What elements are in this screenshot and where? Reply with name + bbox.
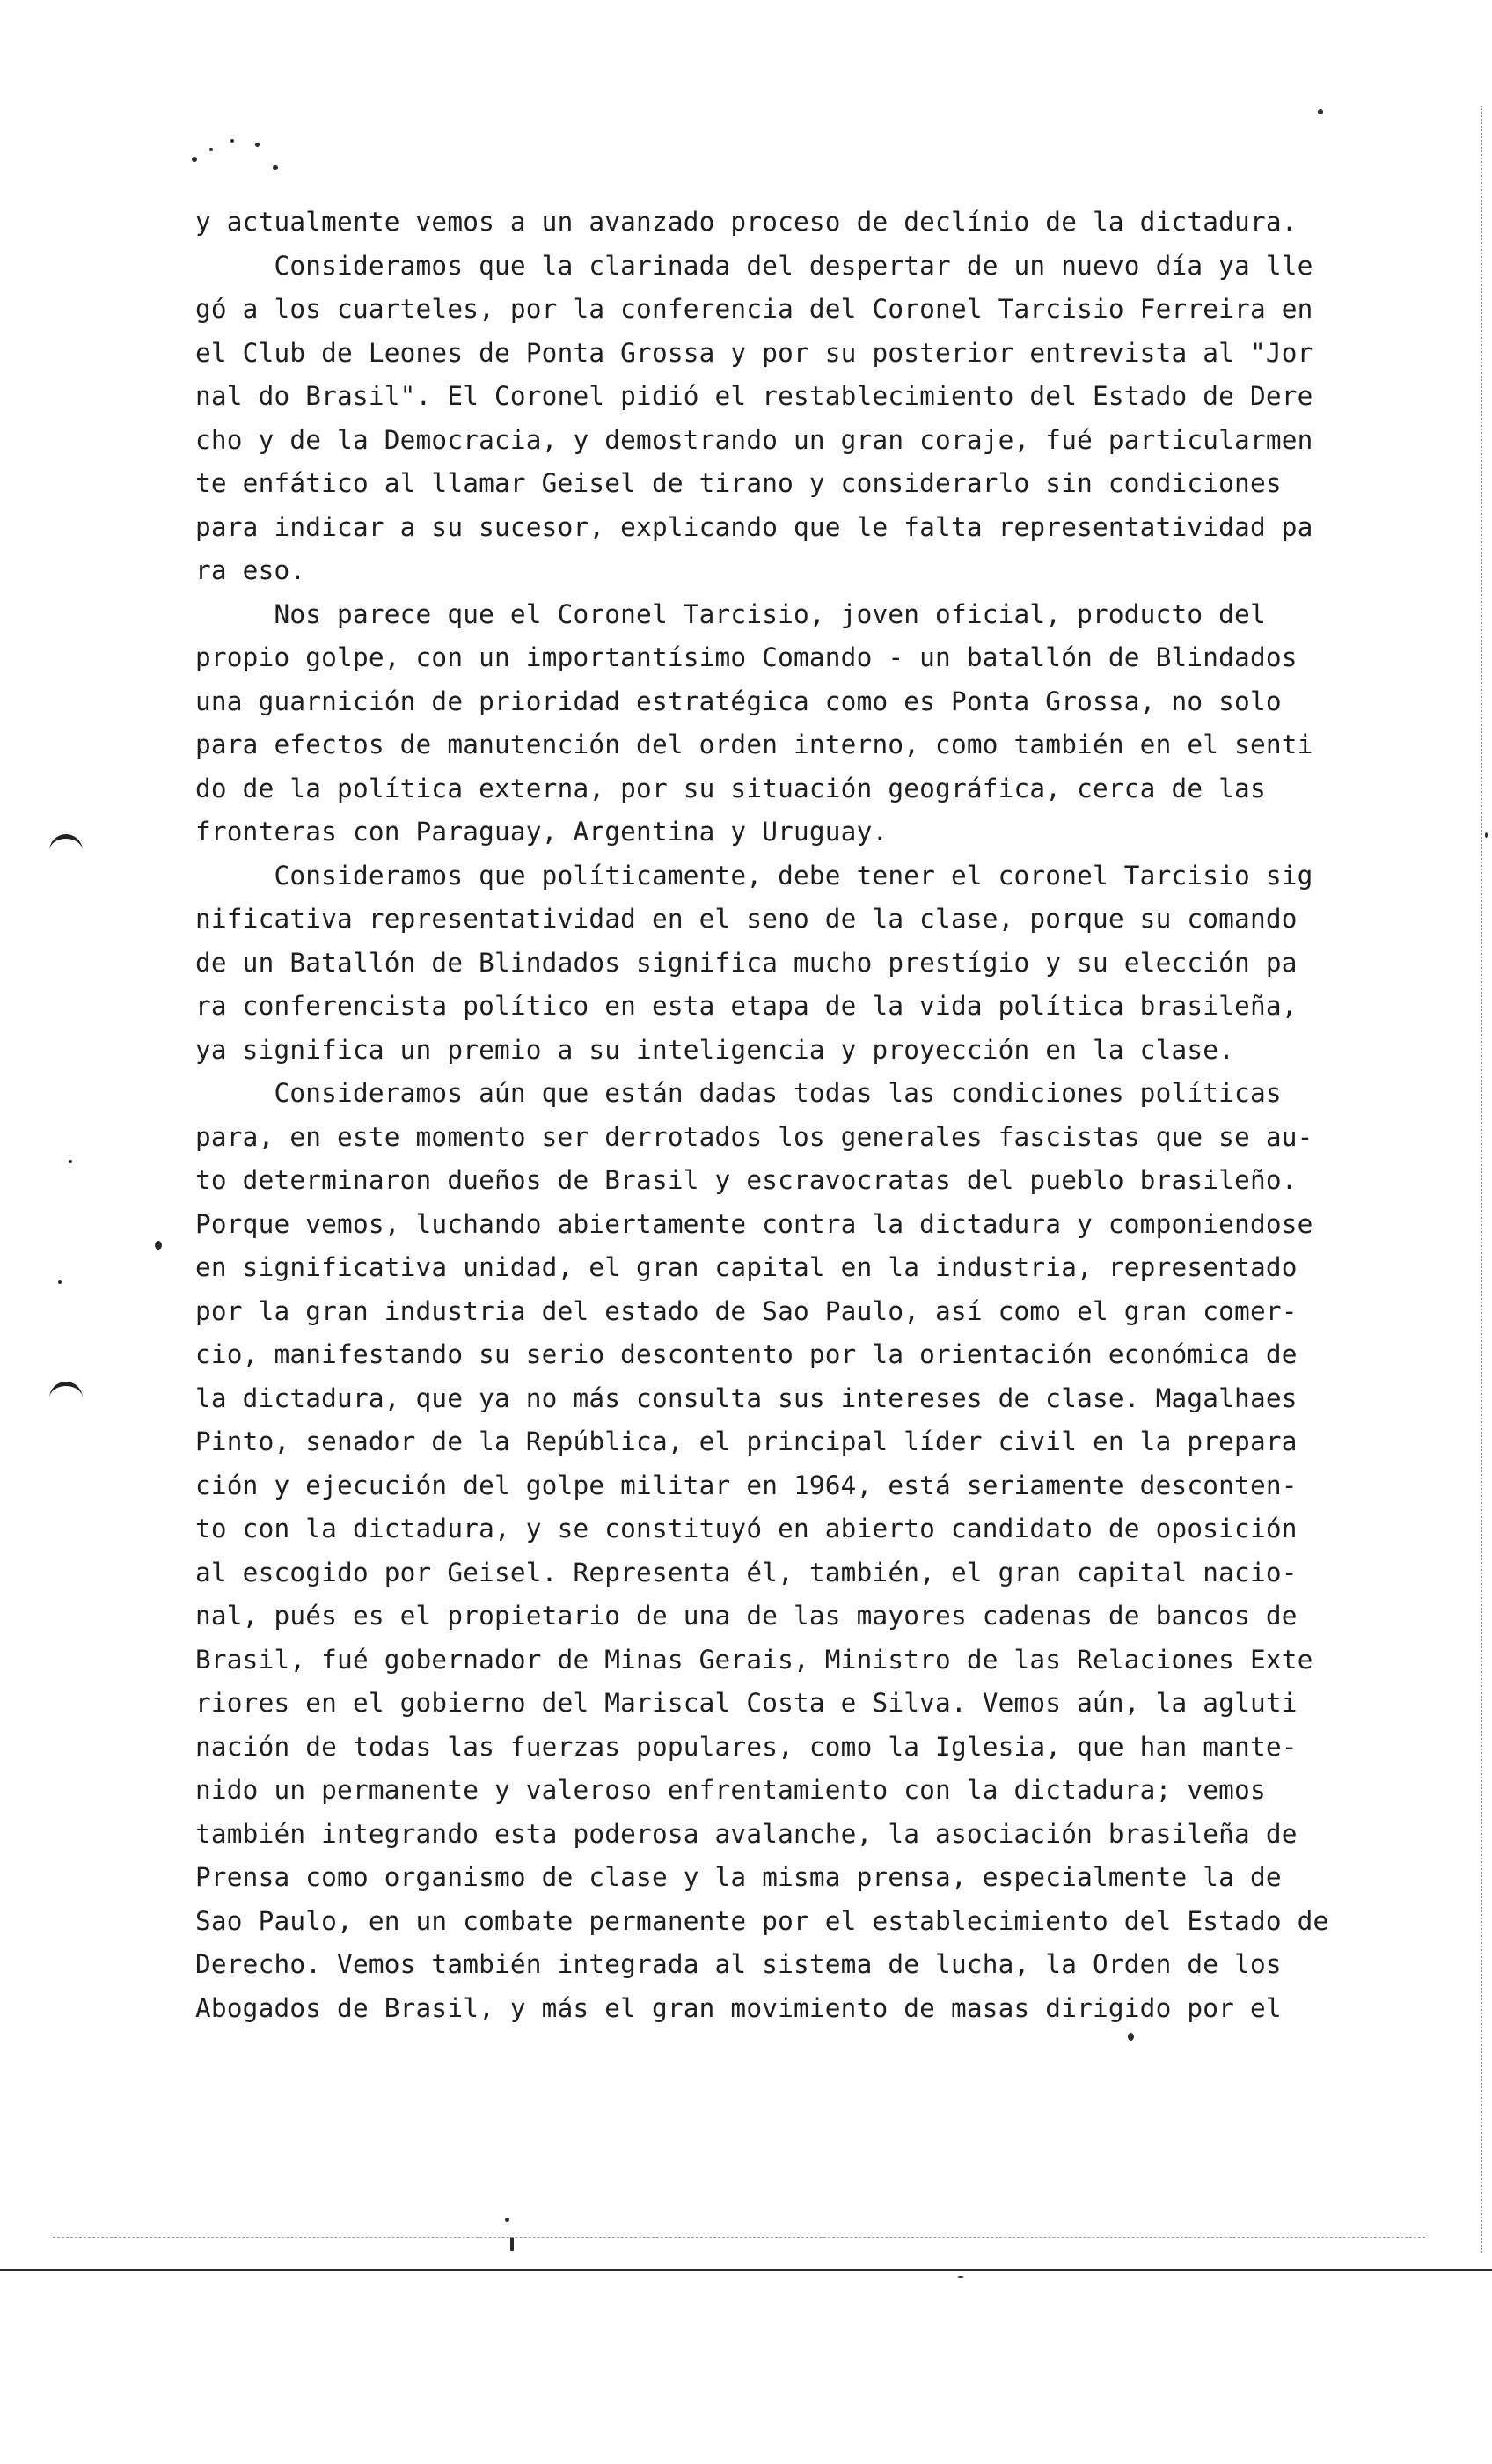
text-line: para indicar a su sucesor, explicando que le falta representatividad pa bbox=[195, 511, 1313, 542]
text-line: nal do Brasil". El Coronel pidió el restablecimiento del Estado de Dere bbox=[195, 381, 1313, 411]
text-line: to determinaron dueños de Brasil y escravocratas del pueblo brasileño. bbox=[195, 1165, 1298, 1195]
text-line: te enfático al llamar Geisel de tirano y considerarlo sin condiciones bbox=[195, 468, 1282, 498]
scan-speck bbox=[192, 157, 197, 162]
text-line: Nos parece que el Coronel Tarcisio, joven oficial, producto del bbox=[195, 598, 1266, 629]
scan-speck bbox=[230, 139, 234, 143]
text-line: por la gran industria del estado de Sao Paulo, así como el gran comer- bbox=[195, 1295, 1298, 1326]
text-line: nido un permanente y valeroso enfrentamiento con la dictadura; vemos bbox=[195, 1775, 1266, 1805]
text-line: nal, pués es el propietario de una de las mayores cadenas de bancos de bbox=[195, 1601, 1298, 1631]
scan-speck bbox=[510, 2237, 514, 2251]
text-line: Consideramos que políticamente, debe tener el coronel Tarcisio sig bbox=[195, 860, 1313, 891]
text-line: una guarnición de prioridad estratégica como es Ponta Grossa, no solo bbox=[195, 686, 1282, 716]
text-line: fronteras con Paraguay, Argentina y Uruguay. bbox=[195, 817, 889, 847]
scan-speck bbox=[58, 1280, 62, 1284]
text-line: Prensa como organismo de clase y la misma prensa, especialmente la de bbox=[195, 1862, 1282, 1892]
page-edge-bottom bbox=[0, 2269, 1492, 2271]
hole-punch-mark bbox=[49, 1382, 83, 1405]
text-line: Brasil, fué gobernador de Minas Gerais, Ministro de las Relaciones Exte bbox=[195, 1644, 1313, 1675]
scan-speck bbox=[209, 148, 213, 151]
body-text bbox=[195, 201, 1462, 2030]
text-line: para, en este momento ser derrotados los generales fascistas que se au- bbox=[195, 1121, 1313, 1152]
text-line: do de la política externa, por su situación geográfica, cerca de las bbox=[195, 773, 1266, 803]
text-line: Pinto, senador de la República, el principal líder civil en la prepara bbox=[195, 1426, 1298, 1456]
text-line: ra conferencista político en esta etapa de la vida política brasileña, bbox=[195, 991, 1298, 1021]
scan-speck bbox=[505, 2218, 509, 2222]
text-line: cho y de la Democracia, y demostrando un gran coraje, fué particularmen bbox=[195, 424, 1313, 455]
text-line: to con la dictadura, y se constituyó en abierto candidato de oposición bbox=[195, 1514, 1298, 1544]
scan-speck bbox=[1128, 2033, 1134, 2041]
text-line: gó a los cuarteles, por la conferencia del Coronel Tarcisio Ferreira en bbox=[195, 294, 1313, 324]
text-line: nificativa representatividad en el seno de la clase, porque su comando bbox=[195, 904, 1298, 934]
hole-punch-mark bbox=[49, 834, 83, 858]
text-line: Sao Paulo, en un combate permanente por el establecimiento del Estado de bbox=[195, 1905, 1329, 1936]
text-line: ra eso. bbox=[195, 555, 306, 585]
text-line: al escogido por Geisel. Representa él, también, el gran capital nacio- bbox=[195, 1557, 1298, 1588]
text-line: de un Batallón de Blindados significa mucho prestígio y su elección pa bbox=[195, 947, 1298, 978]
text-line: Derecho. Vemos también integrada al sistema de lucha, la Orden de los bbox=[195, 1949, 1282, 1979]
scan-speck bbox=[273, 165, 278, 170]
text-line: riores en el gobierno del Mariscal Costa e Silva. Vemos aún, la agluti bbox=[195, 1688, 1298, 1718]
scan-speck bbox=[1318, 109, 1323, 114]
text-line: propio golpe, con un importantísimo Comando - un batallón de Blindados bbox=[195, 642, 1298, 672]
page-fold-line bbox=[53, 2237, 1425, 2239]
scan-speck bbox=[155, 1241, 162, 1250]
text-line: en significativa unidad, el gran capital en la industria, representado bbox=[195, 1252, 1298, 1282]
scan-speck bbox=[69, 1160, 72, 1163]
page-edge-right bbox=[1481, 106, 1484, 2253]
text-line: ción y ejecución del golpe militar en 1964, está seriamente desconten- bbox=[195, 1470, 1298, 1500]
text-line: Consideramos que la clarinada del despertar de un nuevo día ya lle bbox=[195, 250, 1313, 281]
scan-speck bbox=[1485, 832, 1488, 838]
text-line: ya significa un premio a su inteligencia y proyección en la clase. bbox=[195, 1034, 1235, 1065]
text-line: para efectos de manutención del orden interno, como también en el senti bbox=[195, 730, 1313, 759]
text-line: Abogados de Brasil, y más el gran movimiento de masas dirigido por el bbox=[195, 1992, 1282, 2023]
text-line: y actualmente vemos a un avanzado proceso de declínio de la dictadura. bbox=[195, 207, 1298, 237]
text-line: también integrando esta poderosa avalanche, la asociación brasileña de bbox=[195, 1818, 1298, 1849]
text-line: Consideramos aún que están dadas todas las condiciones políticas bbox=[195, 1078, 1282, 1108]
text-line: cio, manifestando su serio descontento por la orientación económica de bbox=[195, 1339, 1298, 1369]
text-line: el Club de Leones de Ponta Grossa y por su posterior entrevista al "Jor bbox=[195, 337, 1313, 368]
text-line: nación de todas las fuerzas populares, como la Iglesia, que han mante- bbox=[195, 1731, 1298, 1762]
scan-speck bbox=[957, 2276, 964, 2278]
text-line: la dictadura, que ya no más consulta sus intereses de clase. Magalhaes bbox=[195, 1382, 1298, 1413]
text-line: Porque vemos, luchando abiertamente contra la dictadura y componiendose bbox=[195, 1208, 1313, 1239]
scan-speck bbox=[255, 143, 260, 147]
